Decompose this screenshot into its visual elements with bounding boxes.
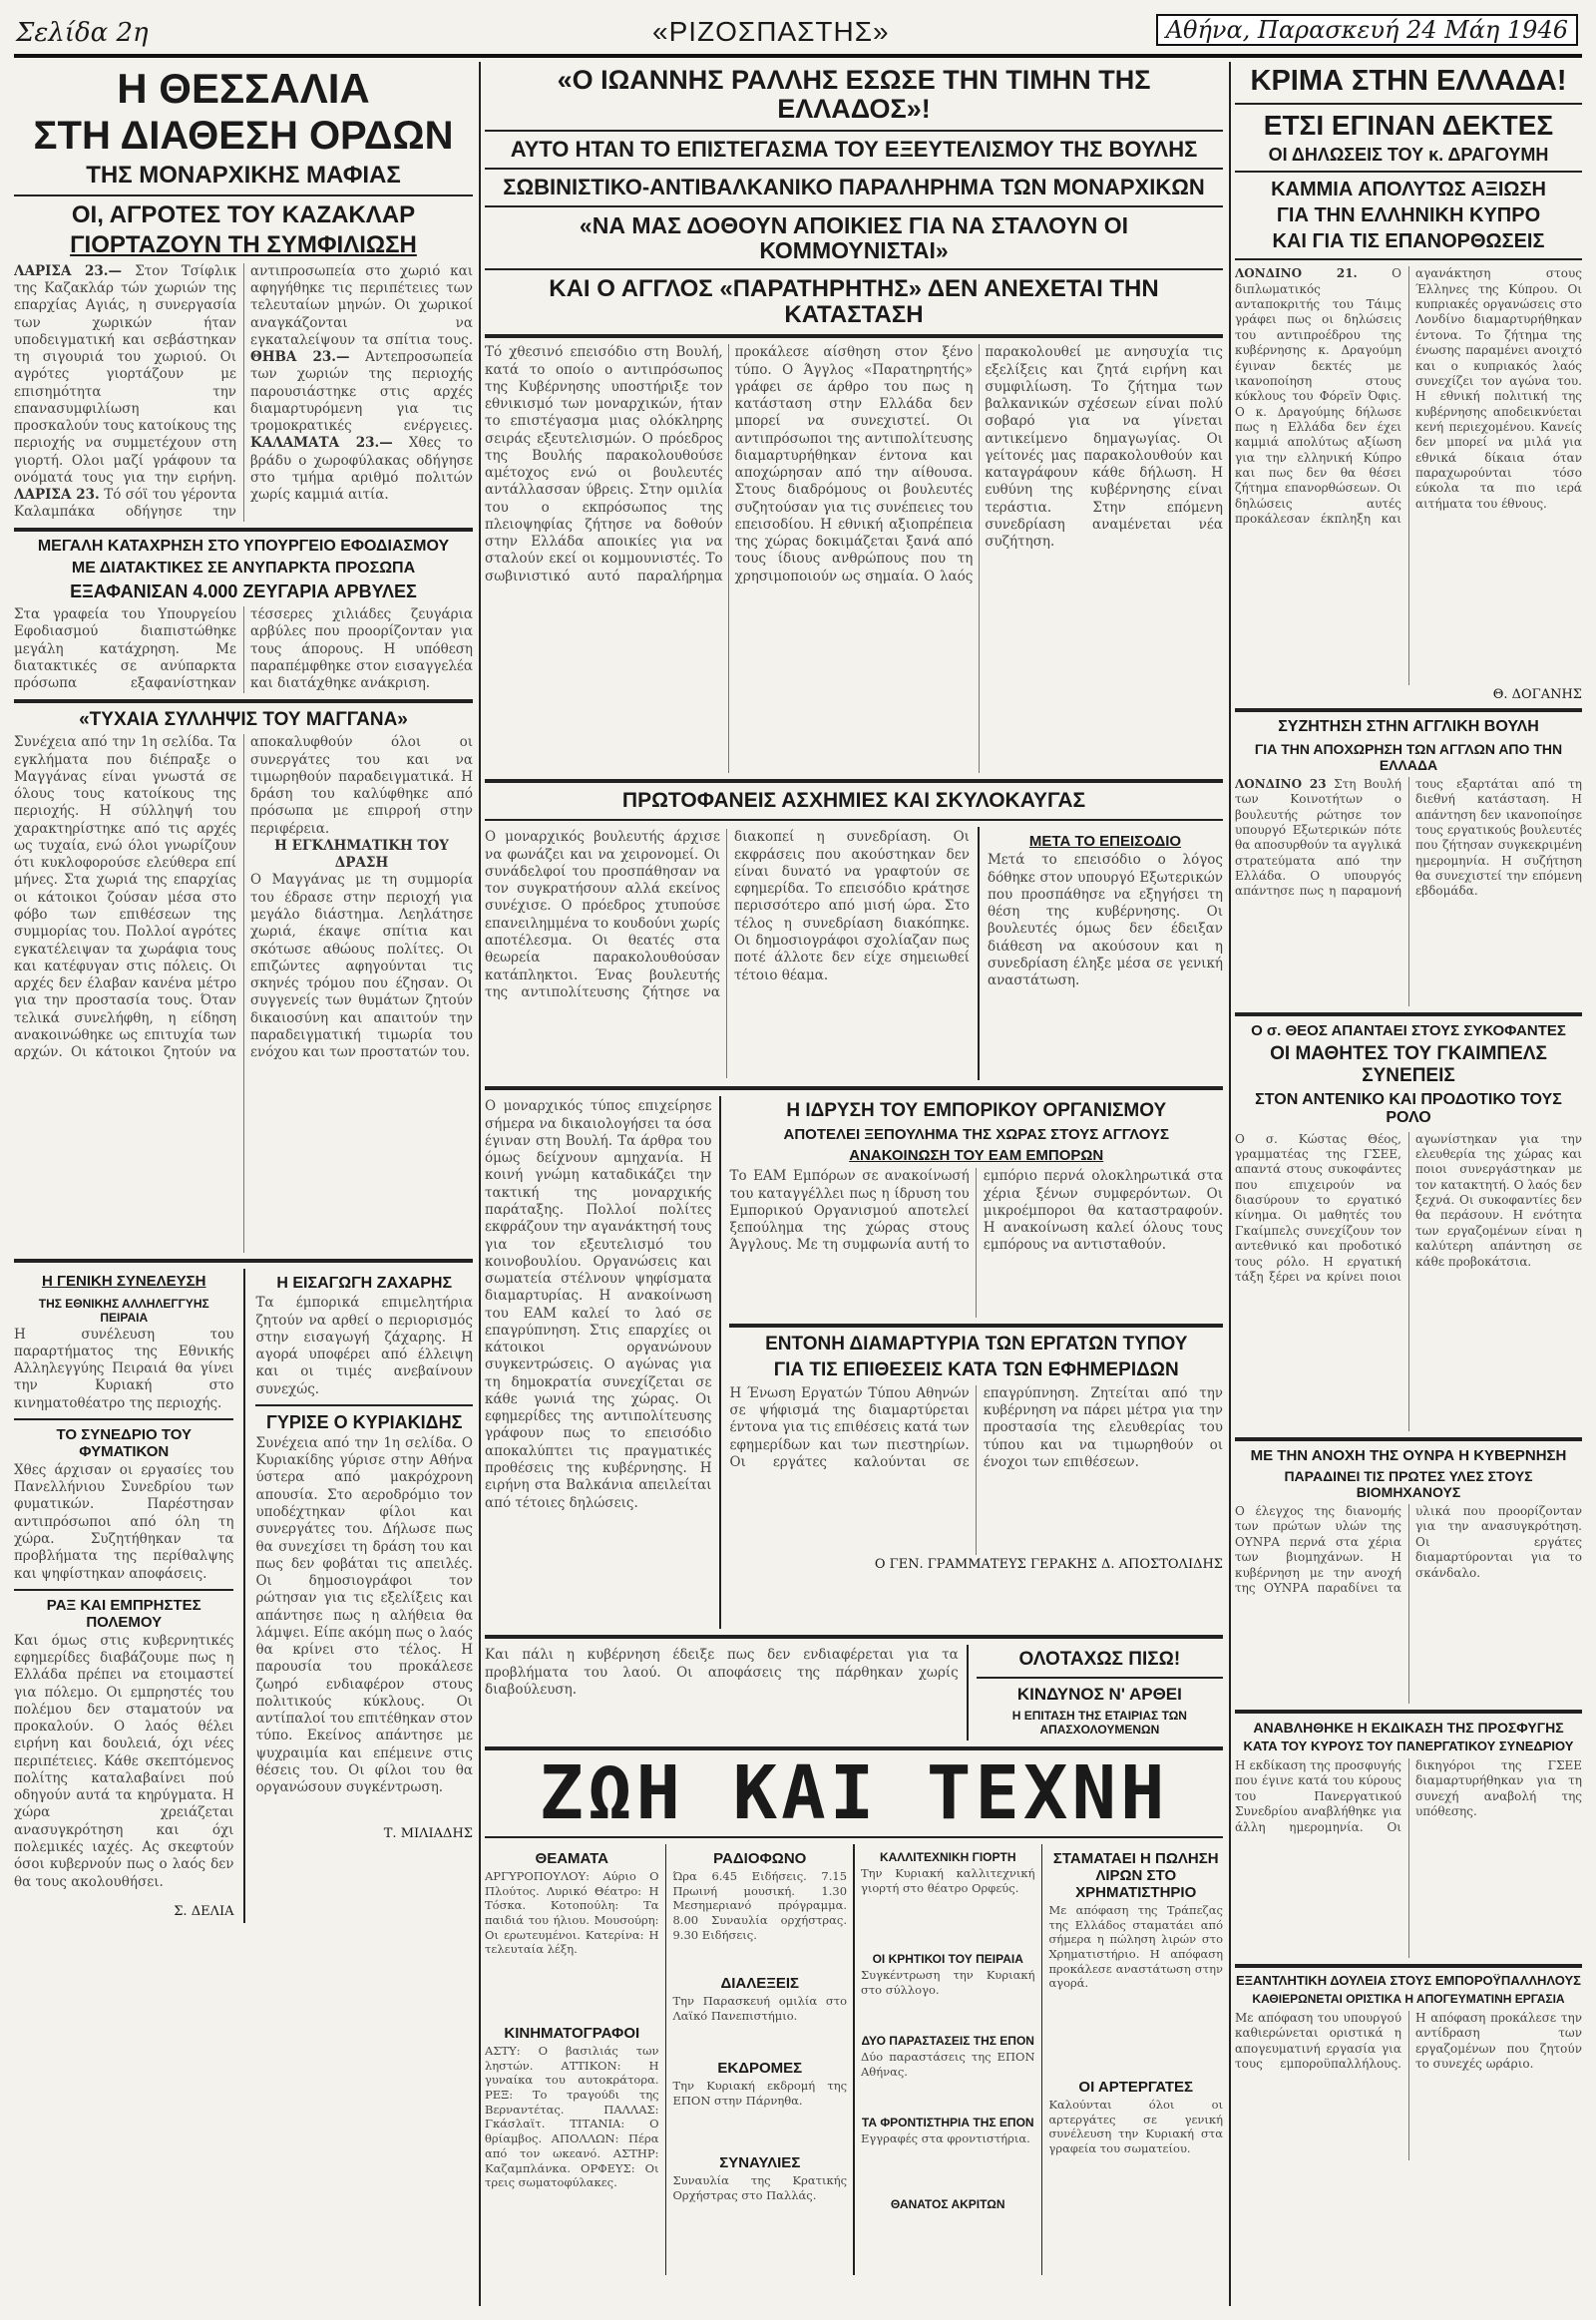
column-divider bbox=[978, 827, 980, 1080]
rule bbox=[14, 1589, 233, 1591]
masthead-rule bbox=[14, 54, 1582, 58]
subhead-typou: ΓΙΑ ΤΙΣ ΕΠΙΘΕΣΕΙΣ ΚΑΤΑ ΤΩΝ ΕΦΗΜΕΡΙΔΩΝ bbox=[773, 1359, 1179, 1381]
signature-typou: Ο ΓΕΝ. ΓΡΑΜΜΑΤΕΥΣ ΓΕΡΑΚΗΣ Δ. ΑΠΟΣΤΟΛΙΔΗΣ bbox=[874, 1556, 1223, 1572]
article-lower-body: Και πάλι η κυβέρνηση έδειξε πως δεν ενδιαφέρεται για τα προβλήματα του λαού. Οι αποφάσεις της πάρθηκαν χωρίς διαβούλευση. bbox=[485, 1647, 959, 1698]
article-meta-body: Μετά το επεισόδιο ο λόγος δόθηκε στον υπουργό Εξωτερικών που προσπάθησε να εξηγήσει τη θέση της κυβέρνησης. Οι βουλευτές όμως δεν έδειξαν διάθεση να ακούσουν και η συνεδρίαση έληξε μέσα σε γενική αναστάτωση. bbox=[987, 852, 1223, 989]
zoi-block bbox=[485, 1844, 1223, 2275]
column-divider bbox=[479, 62, 481, 2306]
subhead-diataktikes: ΜΕ ΔΙΑΤΑΚΤΙΚΕΣ ΣΕ ΑΝΥΠΑΡΚΤΑ ΠΡΟΣΩΠΑ bbox=[71, 560, 416, 578]
dialeksi-body: Την Παρασκευή ομιλία στο Λαϊκό Πανεπιστήμιο. bbox=[672, 1993, 848, 2023]
rule bbox=[485, 268, 1223, 270]
dateline: ΛΑΡΙΣΑ 23. bbox=[14, 487, 100, 504]
headline-krima-5: ΓΙΑ ΤΗΝ ΕΛΛΗΝΙΚΗ ΚΥΠΡΟ bbox=[1276, 204, 1541, 227]
article-voulh-body: ΛΟΝΔΙΝΟ 23 Στη Βουλή των Κοινοτήτων ο βουλευτής ρώτησε τον υπουργό Εξωτερικών πότε θα αποσυρθούν τα αγγλικά στρατεύματα από την Ελλάδα. Ο υπουργός απάντησε πως η παραμονή τους εξαρτάται από τη διεθνή κατάσταση. Η απάντηση δεν ικανοποίησε τους εργατικούς βουλευτές που ζήτησαν συγκεκριμένη ημερομηνία. Η συζήτηση θα συνεχιστεί την επόμενη εβδομάδα. bbox=[1235, 776, 1582, 899]
radiofono-body: Ώρα 6.45 Ειδήσεις. 7.15 Πρωινή μουσική. 1.30 Μεσημεριανό πρόγραμμα. 8.00 Συναυλία ορχήστρας. 9.30 Ειδήσεις. bbox=[672, 1868, 848, 1942]
dateline: ΚΑΛΑΜΑΤΑ 23.— bbox=[250, 435, 393, 452]
rule bbox=[485, 168, 1223, 170]
article-maggana-body: Συνέχεια από την 1η σελίδα. Τα εγκλήματα που διέπραξε ο Μαγγάνας είναι γνωστά σε όλους τους κατοίκους της περιοχής. Η σύλληψή του χαρακτηρίστηκε από τις αρχές ως τυχαία, ενώ όλοι γνωρίζουν ότι κυκλοφορούσε ελεύθερα επί μήνες. Στα χωριά της επαρχίας οι κάτοικοι ζούσαν μέσα στο φόβο των επιθέσεων της συμμορίας του. Πολλοί αγρότες εγκατέλειψαν τα χωράφια τους και κατέφυγαν στις πόλεις. Οι αρχές δεν έλαβαν κανένα μέτρο για την προστασία τους. Όταν τελικά συνελήφθη, η είδηση ανακοινώθηκε ως επιτυχία των αρχών. Οι κάτοικοι ζητούν να αποκαλυφθούν όλοι οι συνεργάτες του και να τιμωρηθούν παραδειγματικά. Η δράση του καλύφθηκε από πρόσωπα με επιρροή στην περιφέρεια. Η ΕΓΚΛΗΜΑΤΙΚΗ ΤΟΥ ΔΡΑΣΗ Ο Μαγγάνας με τη συμμορία του έδρασε στην περιοχή για μεγάλο διάστημα. Λεηλάτησε χωριά, έκαψε σπίτια και σκότωσε αθώους πολίτες. Οι επιζώντες αφηγούνται τις σκηνές τρόμου που έζησαν. Οι συγγενείς των θυμάτων ζητούν δικαιοσύνη και απαιτούν την παραδειγματική τιμωρία του ενόχου και των προστατών του. bbox=[14, 734, 473, 1061]
lower-left-subcol bbox=[14, 1269, 233, 1922]
theamata-body: ΑΡΓΥΡΟΠΟΥΛΟΥ: Αύριο Ο Πλούτος. Λυρικό Θέατρο: Η Τόσκα. Κοτοπούλη: Τα παιδιά του ήλιου. Μουσούρη: Οι ερωτευμένοι. Κατερίνα: Η τελευταία λέξη. bbox=[485, 1868, 659, 1957]
headline-maggana: «ΤΥΧΑΙΑ ΣΥΛΛΗΨΙΣ ΤΟΥ ΜΑΓΓΑΝΑ» bbox=[79, 708, 408, 730]
dateline: ΛΟΝΔΙΝΟ 23 bbox=[1235, 776, 1327, 791]
column-divider bbox=[243, 1269, 245, 1922]
rule bbox=[1235, 708, 1582, 712]
article-efodiasmos-body: Στα γραφεία του Υπουργείου Εφοδιασμού διαπιστώθηκε μεγάλη κατάχρηση. Με διατακτικές σε ανύπαρκτα πρόσωπα εξαφανίστηκαν τέσσερες χιλιάδες ζευγάρια αρβύλες που προορίζονταν για τους άπορους. Η υπόθεση παραπέμφθηκε στον εισαγγελέα και διατάχθηκε ανάκριση. bbox=[14, 606, 473, 692]
article-theos-body: Ο σ. Κώστας Θέος, γραμματέας της ΓΣΕΕ, απαντά στους συκοφάντες που επιχειρούν να διασύρουν το εργατικό κίνημα. Οι μαθητές του Γκαίμπελς συνεχίζουν τον αντεθνικό και προδοτικό τους ρόλο. Η εργατική τάξη ξέρει να κρίνει ποιοι αγωνίστηκαν για την ελευθερία της χώρας και ποιοι συνεργάστηκαν με τον κατακτητή. Ο λαός δεν ξεχνά. Οι συκοφαντίες δεν θα περάσουν. Η ενότητα των εργαζομένων είναι η καλύτερη απάντηση σε κάθε προβοκάτσια. bbox=[1235, 1131, 1582, 1284]
headline-dolia-2: ΚΑΘΙΕΡΩΝΕΤΑΙ ΟΡΙΣΤΙΚΑ Η ΑΠΟΓΕΥΜΑΤΙΝΗ ΕΡΓΑΣΙΑ bbox=[1252, 1992, 1565, 2007]
signature-miliadis: Τ. ΜΙΛΙΑΔΗΣ bbox=[383, 1825, 473, 1841]
headline-krima-4: ΚΑΜΜΙΑ ΑΠΟΛΥΤΩΣ ΑΞΙΩΣΗ bbox=[1271, 179, 1546, 201]
left-column bbox=[14, 62, 473, 2306]
subhead-agrotes: ΟΙ, ΑΓΡΟΤΕΣ ΤΟΥ ΚΑΖΑΚΛΑΡ bbox=[71, 200, 416, 228]
lower-left-block bbox=[14, 1269, 473, 1922]
article-dolia-body: Με απόφαση του υπουργού καθιερώνεται οριστικά η απογευματινή εργασία για τους εμποροϋπαλλήλους. Η απόφαση προκάλεσε την αντίδραση των εργαζομένων που ζητούν το συνεχές ωράριο. bbox=[1235, 2010, 1582, 2071]
headline-krima-2: ΕΤΣΙ ΕΓΙΝΑΝ ΔΕΚΤΕΣ bbox=[1263, 110, 1554, 142]
headline-ekdromes: ΕΚΔΡΟΜΕΣ bbox=[717, 2059, 803, 2077]
column-divider bbox=[853, 1844, 855, 2275]
headline-krima-1: ΚΡΙΜΑ ΣΤΗΝ ΕΛΛΑΔΑ! bbox=[1250, 65, 1567, 97]
headline-kontserta: ΣΥΝΑΥΛΙΕΣ bbox=[719, 2153, 801, 2171]
column-divider bbox=[719, 1096, 721, 1629]
rule bbox=[14, 528, 473, 532]
headline-theos-3: ΣΤΟΝ ΑΝΤΕΝΙΚΟ ΚΑΙ ΠΡΟΔΟΤΙΚΟ ΤΟΥΣ ΡΟΛΟ bbox=[1255, 1090, 1562, 1127]
dateline: ΘΗΒΑ 23.— bbox=[250, 349, 350, 366]
rule bbox=[729, 1324, 1223, 1328]
headline-fymatiko: ΤΟ ΣΥΝΕΔΡΙΟ ΤΟΥ ΦΥΜΑΤΙΚΟΝ bbox=[56, 1425, 192, 1460]
center-column bbox=[485, 62, 1223, 2306]
meta-epeisodio-col bbox=[988, 827, 1223, 1080]
page-label: Σελίδα 2η bbox=[16, 18, 149, 48]
rule bbox=[1235, 1710, 1582, 1714]
headline-dyo-parastaseis: ΔΥΟ ΠΑΡΑΣΤΑΣΕΙΣ ΤΗΣ ΕΠΟΝ bbox=[861, 2033, 1034, 2048]
headline-oloi-pisw: ΟΛΟΤΑΧΩΣ ΠΙΣΩ! bbox=[1018, 1649, 1181, 1671]
headline-theos-1: Ο σ. ΘΕΟΣ ΑΠΑΝΤΑΕΙ ΣΤΟΥΣ ΣΥΚΟΦΑΝΤΕΣ bbox=[1251, 1021, 1566, 1039]
article-fymatiko-body: Χθες άρχισαν οι εργασίες του Πανελλήνιου Συνεδρίου των φυματικών. Παρέστησαν αντιπρόσωποι από όλη τη χώρα. Συζητήθηκαν τα προβλήματα της περίθαλψης και ψηφίστηκαν αποφάσεις. bbox=[14, 1461, 234, 1582]
dateline: ΛΑΡΙΣΑ 23.— bbox=[14, 262, 123, 279]
rule bbox=[1235, 103, 1582, 105]
article-zaxaris-body: Τα έμπορικά επιμελητήρια ζητούν να αρθεί ο περιορισμός στην εισαγωγή ζάχαρης. Η αγορά υποφέρει από έλλειψη και οι τιμές ανεβαίνουν συνεχώς. bbox=[255, 1295, 473, 1397]
article-geniki-body: Η συνέλευση του παραρτήματος της Εθνικής Αλληλεγγύης Πειραιά θα γίνει την Κυριακή στο κινηματοθέατρο της περιοχής. bbox=[14, 1326, 234, 1411]
column-divider bbox=[1041, 1844, 1043, 2275]
lead-headline-5: ΚΑΙ Ο ΑΓΓΛΟΣ «ΠΑΡΑΤΗΡΗΤΗΣ» ΔΕΝ ΑΝΕΧΕΤΑΙ ΤΗΝ ΚΑΤΑΣΤΑΣΗ bbox=[549, 275, 1159, 329]
article-typou-body: Η Ένωση Εργατών Τύπου Αθηνών σε ψήφισμά της διαμαρτύρεται έντονα για τις επιθέσεις κατά των εφημερίδων και των πιεστηρίων. Οι εργάτες καλούνται σε επαγρύπνηση. Ζητείται από την κυβέρνηση να πάρει μέτρα για την προστασία της ελευθερίας του τύπου και να τιμωρηθούν οι ένοχοι των επιθέσεων. bbox=[729, 1384, 1223, 1471]
rule bbox=[1235, 1964, 1582, 1968]
center-lower-right bbox=[977, 1645, 1223, 1740]
column-divider bbox=[967, 1645, 969, 1740]
subhead-eam-emporon: ΑΝΑΚΟΙΝΩΣΗ ΤΟΥ ΕΑΜ ΕΜΠΟΡΩΝ bbox=[849, 1147, 1104, 1165]
article-organismos-body: Το ΕΑΜ Εμπόρων σε ανακοίνωσή του καταγγέλλει πως η ίδρυση του Εμπορικού Οργανισμού αποτελεί ξεπούλημα της χώρας στους Άγγλους. Με τη συμφωνία αυτή το εμπόριο περνά ολοκληρωτικά στα χέρια ξένων συμφερόντων. Οι μικροέμποροι θα καταστραφούν. Η ανακοίνωση καλεί όλους τους εμπόρους να αντισταθούν. bbox=[729, 1168, 1223, 1254]
zoi-col bbox=[1048, 1844, 1223, 2275]
rule bbox=[1235, 1437, 1582, 1441]
article-continued-body: Ο μοναρχικός τύπος επιχείρησε σήμερα να δικαιολογήσει τα όσα έγιναν στη Βουλή. Τα άρθρα του όμως δείχνουν αμηχανία. Η κοινή γνώμη καταδικάζει την τακτική της μοναρχικής παράταξης. Πολλοί πολίτες εκφράζουν την αγανάκτησή τους για τον εξευτελισμό του κοινοβουλίου. Οργανώσεις και σωματεία στέλνουν ψηφίσματα διαμαρτυρίας. Η ανακοίνωση του ΕΑΜ καλεί το λαό σε επαγρύπνηση. Στις επαρχίες οι κάτοικοι οργανώνουν συγκεντρώσεις. Ο αγώνας για τη δημοκρατία συνεχίζεται σε κάθε γωνιά της χώρας. Οι εφημερίδες της αντιπολίτευσης γράφουν πως το επεισόδιο αποκαλύπτει τις πραγματικές προθέσεις της κυβέρνησης. Η ειρήνη στα Βαλκάνια απειλείται από τέτοιες δηλώσεις. bbox=[485, 1098, 712, 1511]
headline-dolia-1: ΕΞΑΝΤΛΗΤΙΚΗ ΔΟΥΛΕΙΑ ΣΤΟΥΣ ΕΜΠΟΡΟΫΠΑΛΛΗΛΟΥΣ bbox=[1236, 1973, 1581, 1989]
headline-meta-epeisodio: ΜΕΤΑ ΤΟ ΕΠΕΙΣΟΔΙΟ bbox=[1028, 833, 1182, 851]
right-column bbox=[1235, 62, 1582, 2306]
subhead-kindinos: Η ΕΠΙΤΑΣΗ ΤΗΣ ΕΤΑΙΡΙΑΣ ΤΩΝ ΑΠΑΣΧΟΛΟΥΜΕΝΩΝ bbox=[1011, 1708, 1187, 1737]
rule bbox=[485, 130, 1223, 132]
rule bbox=[485, 205, 1223, 207]
lead-headline-4: «ΝΑ ΜΑΣ ΔΟΘΟΥΝ ΑΠΟΙΚΙΕΣ ΓΙΑ ΝΑ ΣΤΑΛΟΥΝ ΟΙ ΚΟΜΜΟΥΝΙΣΤΑΙ» bbox=[579, 211, 1129, 263]
headline-kinimatografoi: ΚΙΝΗΜΑΤΟΓΡΑΦΟΙ bbox=[504, 2024, 640, 2042]
article-empristes-body: Και όμως στις κυβερνητικές εφημερίδες διαβάζουμε πως η Ελλάδα πρέπει να ετοιμαστεί για πόλεμο. Οι εμπρηστές του πολέμου δεν σταματούν να προκαλούν. Ο λαός θέλει ειρήνη και δουλειά, όχι νέες περιπέτειες. Κάθε σκεπτόμενος πολίτης καταλαβαίνει πού οδηγούν αυτά τα κηρύγματα. Η χώρα χρειάζεται ανασυγκρότηση και όχι πολεμικές ιαχές. Ας σκεφτούν όσοι κυβερνούν πως ο λαός δεν θα τους ακολουθήσει. bbox=[14, 1632, 234, 1890]
subhead-egklimatiki: Η ΕΓΚΛΗΜΑΤΙΚΗ ΤΟΥ ΔΡΑΣΗ bbox=[274, 837, 449, 872]
dateline: ΛΟΝΔΙΝΟ 21. bbox=[1235, 266, 1358, 281]
zoi-col bbox=[485, 1844, 659, 2275]
headline-protofaneis: ΠΡΩΤΟΦΑΝΕΙΣ ΑΣΧΗΜΙΕΣ ΚΑΙ ΣΚΥΛΟΚΑΥΓΑΣ bbox=[621, 789, 1086, 813]
headline-kindinos: ΚΙΝΔΥΝΟΣ Ν' ΑΡΘΕΙ bbox=[1016, 1685, 1182, 1705]
rule bbox=[485, 819, 1223, 821]
signature-doganis: Θ. ΔΟΓΑΝΗΣ bbox=[1492, 687, 1582, 703]
headline-ounra-1: ΜΕ ΤΗΝ ΑΝΟΧΗ ΤΗΣ ΟΥΝΡΑ Η ΚΥΒΕΡΝΗΣΗ bbox=[1250, 1446, 1567, 1464]
kritikoi-body: Συγκέντρωση την Κυριακή στο σύλλογο. bbox=[860, 1967, 1035, 1997]
headline-kyriakidis: ΓΥΡΙΣΕ Ο ΚΥΡΙΑΚΙΔΗΣ bbox=[266, 1411, 463, 1432]
headline-prosfygi-2: ΚΑΤΑ ΤΟΥ ΚΥΡΟΥΣ ΤΟΥ ΠΑΝΕΡΓΑΤΙΚΟΥ ΣΥΝΕΔΡΙΟΥ bbox=[1243, 1739, 1574, 1754]
headline-prosfygi-1: ΑΝΑΒΛΗΘΗΚΕ Η ΕΚΔΙΚΑΣΗ ΤΗΣ ΠΡΟΣΦΥΓΗΣ bbox=[1253, 1720, 1564, 1737]
zoi-col bbox=[861, 1844, 1035, 2275]
headline-theos-2: ΟΙ ΜΑΘΗΤΕΣ ΤΟΥ ΓΚΑΙΜΠΕΛΣ ΣΥΝΕΠΕΙΣ bbox=[1270, 1043, 1547, 1087]
rule bbox=[1235, 1012, 1582, 1016]
headline-thessalia-1: Η ΘΕΣΣΑΛΙΑ bbox=[117, 65, 370, 112]
headline-theamata: ΘΕΑΜΑΤΑ bbox=[535, 1849, 609, 1867]
kontserta-body: Συναυλία της Κρατικής Ορχήστρας στο Παλλάς. bbox=[672, 2172, 848, 2202]
subhead-organismos: ΑΠΟΤΕΛΕΙ ΞΕΠΟΥΛΗΜΑ ΤΗΣ ΧΩΡΑΣ ΣΤΟΥΣ ΑΓΓΛΟΥΣ bbox=[783, 1126, 1169, 1144]
issue-date: Αθήνα, Παρασκευή 24 Μάη 1946 bbox=[1156, 14, 1578, 46]
column-divider bbox=[665, 1844, 667, 2275]
headline-radiofono: ΡΑΔΙΟΦΩΝΟ bbox=[713, 1849, 807, 1867]
headline-artergates: ΟΙ ΑΡΤΕΡΓΑΤΕΣ bbox=[1078, 2078, 1194, 2096]
lead-headline-2: ΑΥΤΟ ΗΤΑΝ ΤΟ ΕΠΙΣΤΕΓΑΣΜΑ ΤΟΥ ΕΞΕΥΤΕΛΙΣΜΟΥ ΤΗΣ ΒΟΥΛΗΣ bbox=[510, 137, 1198, 163]
rule bbox=[14, 194, 473, 196]
headline-geniki: Η ΓΕΝΙΚΗ ΣΥΝΕΛΕΥΣΗ bbox=[41, 1273, 206, 1291]
paper-name: «ΡΙΖΟΣΠΑΣΤΗΣ» bbox=[652, 16, 890, 47]
headline-krima-6: ΚΑΙ ΓΙΑ ΤΙΣ ΕΠΑΝΟΡΘΩΣΕΙΣ bbox=[1272, 230, 1545, 253]
rule bbox=[14, 1259, 473, 1263]
rule bbox=[14, 1418, 233, 1420]
ekdromes-body: Την Κυριακή εκδρομή της ΕΠΟΝ στην Πάρνηθα. bbox=[672, 2078, 848, 2108]
headline-krima-3: ΟΙ ΔΗΛΩΣΕΙΣ ΤΟΥ κ. ΔΡΑΓΟΥΜΗ bbox=[1268, 144, 1549, 165]
rule bbox=[485, 1086, 1223, 1090]
kinimatografoi-body: ΑΣΤΥ: Ο βασιλιάς των ληστών. ΑΤΤΙΚΟΝ: Η γυναίκα του αυτοκράτορα. ΡΕΞ: Το τραγούδι της Βερναντέτας. ΠΑΛΛΑΣ: Γκάσλαϊτ. ΤΙΤΑΝΙΑ: Ο θρίαμβος. ΑΠΟΛΛΩΝ: Πέρα από τον ωκεανό. ΑΣΤΗΡ: Καζαμπλάνκα. ΟΡΦΕΥΣ: Οι τρεις σωματοφύλακες. bbox=[485, 2043, 659, 2190]
headline-thanatos: ΘΑΝΑΤΟΣ ΑΚΡΙΤΩΝ bbox=[890, 2196, 1005, 2211]
article-ounra-body: Ο έλεγχος της διανομής των πρώτων υλών της ΟΥΝΡΑ περνά στα χέρια των βιομηχάνων. Η κυβέρνηση με την ανοχή της ΟΥΝΡΑ παραδίνει τα υλικά που προορίζονταν για την ανασυγκρότηση. Οι εργάτες διαμαρτύρονται για το σκάνδαλο. bbox=[1235, 1504, 1582, 1595]
headline-efodiasmos: ΜΕΓΑΛΗ ΚΑΤΑΧΡΗΣΗ ΣΤΟ ΥΠΟΥΡΓΕΙΟ ΕΦΟΔΙΑΣΜΟΥ bbox=[37, 537, 450, 555]
subhead-arvyles: ΕΞΑΦΑΝΙΣΑΝ 4.000 ΖΕΥΓΑΡΙΑ ΑΡΒΥΛΕΣ bbox=[70, 581, 417, 602]
zoi-col bbox=[672, 1844, 847, 2275]
article-kyriakidis-body: Συνέχεια από την 1η σελίδα. Ο Κυριακίδης γύρισε στην Αθήνα ύστερα από μακρόχρονη απουσία. Στο αεροδρόμιο τον υποδέχτηκαν φίλοι και συνεργάτες του. Δήλωσε πως θα συνεχίσει τη δράση του και πως δεν φοβάται τις απειλές. Οι δημοσιογράφοι τον ρώτησαν για τις εξελίξεις και απάντησε πως η αλήθεια θα λάμψει. Είπε ακόμη πως ο λαός θα κρίνει στο τέλος. Η παρουσία του προκάλεσε ζωηρό ενδιαφέρον στους πολιτικούς κύκλους. Οι αντίπαλοί του επιτέθηκαν στον τύπο. Εκείνος απάντησε με ψυχραιμία και επέμεινε στις θέσεις του. Οι φίλοι του θα οργανώσουν συγκέντρωση. bbox=[255, 1434, 473, 1796]
headline-ounra-2: ΠΑΡΑΔΙΝΕΙ ΤΙΣ ΠΡΩΤΕΣ ΥΛΕΣ ΣΤΟΥΣ ΒΙΟΜΗΧΑΝΟΥΣ bbox=[1284, 1467, 1533, 1500]
artergates-body: Καλούνται όλοι οι αρτεργάτες σε γενική συνέλευση την Κυριακή στα γραφεία του σωματείου. bbox=[1048, 2097, 1223, 2155]
dyo-parastaseis-body: Δύο παραστάσεις της ΕΠΟΝ Αθήνας. bbox=[860, 2049, 1035, 2079]
rule bbox=[1235, 171, 1582, 173]
headline-kritikoi: ΟΙ ΚΡΗΤΙΚΟΙ ΤΟΥ ΠΕΙΡΑΙΑ bbox=[872, 1951, 1023, 1966]
rule bbox=[485, 1635, 1223, 1639]
subhead-geniki: ΤΗΣ ΕΘΝΙΚΗΣ ΑΛΛΗΛΕΓΓΥΗΣ ΠΕΙΡΑΙΑ bbox=[38, 1296, 209, 1325]
headline-zaxaris: Η ΕΙΣΑΓΩΓΗ ΖΑΧΑΡΗΣ bbox=[276, 1275, 453, 1293]
headline-voulh-1: ΣΥΖΗΤΗΣΗ ΣΤΗΝ ΑΓΓΛΙΚΗ ΒΟΥΛΗ bbox=[1278, 718, 1539, 736]
lower-left-subcol bbox=[255, 1269, 473, 1922]
headline-thessalia-2: ΣΤΗ ΔΙΑΘΕΣΗ ΟΡΔΩΝ bbox=[33, 114, 454, 159]
center-mid-right bbox=[729, 1096, 1223, 1629]
rule bbox=[485, 334, 1223, 338]
headline-kallitexniki: ΚΑΛΛΙΤΕΧΝΙΚΗ ΓΙΟΡΤΗ bbox=[879, 1849, 1016, 1864]
headline-organismos: Η ΙΔΡΥΣΗ ΤΟΥ ΕΜΠΟΡΙΚΟΥ ΟΡΓΑΝΙΣΜΟΥ bbox=[786, 1100, 1167, 1122]
rule bbox=[1235, 258, 1582, 260]
rule bbox=[485, 1836, 1223, 1838]
kallitexniki-body: Την Κυριακή καλλιτεχνική γιορτή στο θέατρο Ορφεύς. bbox=[860, 1865, 1035, 1895]
protofaneis-block bbox=[485, 827, 1223, 1080]
lead-headline-1: «Ο ΙΩΑΝΝΗΣ ΡΑΛΛΗΣ ΕΣΩΣΕ ΤΗΝ ΤΙΜΗΝ ΤΗΣ ΕΛΛΑΔΟΣ»! bbox=[557, 65, 1151, 125]
headline-empristes: ΡΑΞ ΚΑΙ ΕΜΠΡΗΣΤΕΣ ΠΟΛΕΜΟΥ bbox=[46, 1596, 201, 1631]
rule bbox=[255, 1404, 473, 1406]
center-mid-block bbox=[485, 1096, 1223, 1629]
lead-headline-3: ΣΩΒΙΝΙΣΤΙΚΟ-ΑΝΤΙΒΑΛΚΑΝΙΚΟ ΠΑΡΑΛΗΡΗΜΑ ΤΩΝ ΜΟΝΑΡΧΙΚΩΝ bbox=[503, 175, 1205, 200]
rule bbox=[14, 699, 473, 703]
column-divider bbox=[1229, 62, 1231, 2306]
headline-frontistiria: ΤΑ ΦΡΟΝΤΙΣΤΗΡΙΑ ΤΗΣ ΕΠΟΝ bbox=[861, 2115, 1034, 2129]
center-lower-block bbox=[485, 1645, 1223, 1740]
headline-stamataei: ΣΤΑΜΑΤΑΕΙ Η ΠΩΛΗΣΗ ΛΙΡΩΝ ΣΤΟ ΧΡΗΜΑΤΙΣΤΗΡΙΟ bbox=[1052, 1849, 1219, 1901]
lead-article-body: Τό χθεσινό επεισόδιο στη Βουλή, κατά το οποίο ο αντιπρόσωπος της Κυβέρνησης υποστήριξε τον εθνικισμό των μοναρχικών, ήταν το επιστέγασμα μιας ολόκληρης σειράς εξευτελισμών. Ο πρόεδρος της Βουλής παρακολουθούσε αμέτοχος ενώ οι βουλευτές αντάλλασσαν ύβρεις. Στην ομιλία του ο εκπρόσωπος της πλειοψηφίας ζήτησε να δοθούν στην Ελλάδα αποικίες για να σταλούν εκεί οι κομμουνιστές. Το σωβινιστικό αυτό παραλήρημα προκάλεσε αίσθηση στον ξένο τύπο. Ο Άγγλος «Παρατηρητής» γράφει σε άρθρο του πως η κατάσταση στην Ελλάδα δεν μπορεί να συνεχιστεί. Οι αντιπρόσωποι της αντιπολίτευσης διαμαρτυρήθηκαν έντονα και αποχώρησαν από την αίθουσα. Στους διαδρόμους οι βουλευτές συζητούσαν για τις συνέπειες του επεισοδίου. Η εθνική αξιοπρέπεια της χώρας δοκιμάζεται ξανά από τους ίδιους ανθρώπους που τη χρησιμοποιούν ως σημαία. Ο λαός παρακολουθεί με ανησυχία τις εξελίξεις και ζητά ειρήνη και συμφιλίωση. Το ζήτημα των βαλκανικών σχέσεων είναι πολύ σοβαρό για να γίνεται αντικείμενο δημαγωγίας. Οι γείτονές μας παρακολουθούν και καταγράφουν κάθε δήλωση. Η ευθύνη της κυβέρνησης είναι τεράστια. Στην επόμενη συνεδρίαση αναμένεται νέα συζήτηση. bbox=[485, 344, 1223, 584]
headline-voulh-2: ΓΙΑ ΤΗΝ ΑΠΟΧΩΡΗΣΗ ΤΩΝ ΑΓΓΛΩΝ ΑΠΟ ΤΗΝ ΕΛΛΑΔΑ bbox=[1254, 740, 1563, 773]
center-lower-left bbox=[485, 1645, 959, 1740]
center-mid-left bbox=[485, 1096, 711, 1629]
zoi-kai-texni-banner: ΖΩΗ ΚΑΙ ΤΕΧΝΗ bbox=[539, 1749, 1169, 1836]
newspaper-page bbox=[14, 10, 1582, 2310]
frontistiria-body: Εγγραφές στα φροντιστήρια. bbox=[860, 2130, 1030, 2145]
article-krima-body: ΛΟΝΔΙΝΟ 21. Ο διπλωματικός ανταποκριτής του Τάιμς γράφει πως οι δηλώσεις του αντιπροέδρου της κυβέρνησης κ. Δραγούμη έγιναν δεκτές με ικανοποίηση στους κύκλους του Φόρεϊν Όφις. Ο κ. Δραγούμης δήλωσε πως η Ελλάδα δεν έχει καμμιά απολύτως αξίωση για την ελληνική Κύπρο και πως δεν θα θέσει ζήτημα επανορθώσεων. Οι δηλώσεις αυτές προκάλεσαν έκπληξη και αγανάκτηση στους Έλληνες της Κύπρου. Οι κυπριακές οργανώσεις στο Λονδίνο διαμαρτυρήθηκαν έντονα. Το ζήτημα της ένωσης παραμένει ανοιχτό και ο κυπριακός λαός συνεχίζει τον αγώνα του. Η εθνική πολιτική της κυβέρνησης αποδεικνύεται κενή περιεχομένου. Κανείς δεν μπορεί να μιλά για εθνικά δίκαια όταν παραχωρούνται τόσο εύκολα τα πιο ιερά αιτήματα του έθνους. bbox=[1235, 266, 1582, 527]
stamataei-body: Με απόφαση της Τράπεζας της Ελλάδος σταματάει από σήμερα η πώληση λιρών στο Χρηματιστήριο. Η απόφαση προκάλεσε αναστάτωση στην αγορά. bbox=[1048, 1902, 1223, 1991]
headline-thessalia-3: ΤΗΣ ΜΟΝΑΡΧΙΚΗΣ ΜΑΦΙΑΣ bbox=[86, 161, 401, 189]
rule bbox=[485, 779, 1223, 783]
article-prosfygi-body: Η εκδίκαση της προσφυγής που έγινε κατά του κύρους του Πανεργατικού Συνεδρίου αναβλήθηκε για άλλη ημερομηνία. Οι δικηγόροι της ΓΣΕΕ διαμαρτυρήθηκαν για τη συνεχή αναβολή της υπόθεσης. bbox=[1235, 1758, 1582, 1834]
headline-typou: ΕΝΤΟΝΗ ΔΙΑΜΑΡΤΥΡΙΑ ΤΩΝ ΕΡΓΑΤΩΝ ΤΥΠΟΥ bbox=[765, 1334, 1188, 1355]
subhead-symfiliosi: ΓΙΟΡΤΑΖΟΥΝ ΤΗ ΣΥΜΦΙΛΙΩΣΗ bbox=[70, 231, 417, 259]
headline-dialeksi: ΔΙΑΛΕΞΕΙΣ bbox=[720, 1974, 800, 1992]
rule bbox=[977, 1677, 1223, 1679]
article-protofaneis-body: Ο μοναρχικός βουλευτής άρχισε να φωνάζει και να χειρονομεί. Οι συνάδελφοί του προσπάθησαν να τον συγκρατήσουν αλλά εκείνος συνέχισε. Ο πρόεδρος χτυπούσε επανειλημμένα το κουδούνι χωρίς αποτέλεσμα. Οι θεατές στα θεωρεία παρακολουθούσαν κατάπληκτοι. Ένας βουλευτής της αντιπολίτευσης ζήτησε να διακοπεί η συνεδρίαση. Οι εκφράσεις που ακούστηκαν δεν είναι δυνατό να γραφτούν σε εφημερίδα. Το επεισόδιο κράτησε περισσότερο από μισή ώρα. Στο τέλος η συνεδρίαση διακόπηκε. Οι δημοσιογράφοι σχολίαζαν πως ποτέ άλλοτε δεν είχε σημειωθεί τέτοιο θέαμα. bbox=[485, 829, 970, 1000]
signature-delia: Σ. ΔΕΛΙΑ bbox=[174, 1903, 234, 1919]
article-thessalia-body: ΛΑΡΙΣΑ 23.— Στον Τσίφλικ της Καζακλάρ τών χωριών της επαρχίας Αγιάς, η συνεργασία των χωρικών ήταν υποδειγματική και σεβάστηκαν τη σιγουριά του χωριού. Οι αγρότες γιορτάζουν με επισημότητα την επανασυμφιλίωση και προσκαλούν τους κατοίκους της περιοχής να συμμετέχουν στη γιορτή. Ολοι μαζί γράφουν τα ονόματά τους για την ειρήνη. ΛΑΡΙΣΑ 23. Τό σόϊ του γέροντα Καλαμπάκα οδήγησε την αντιπροσωπεία στο χωριό και αφηγήθηκε τις περιπέτειες των τελευταίων μηνών. Οι χωρικοί αναγκάζονται να εγκαταλείψουν τα σπίτια τους. ΘΗΒΑ 23.— Αντεπροσωπεία των χωριών της περιοχής παρουσιάστηκε στις αρχές διαμαρτυρόμενη για τις τρομοκρατικές ενέργειες. ΚΑΛΑΜΑΤΑ 23.— Χθες το βράδυ ο χωροφύλακας οδήγησε στο τμήμα αριθμό πολιτών χωρίς καμμιά αιτία. bbox=[14, 262, 473, 521]
